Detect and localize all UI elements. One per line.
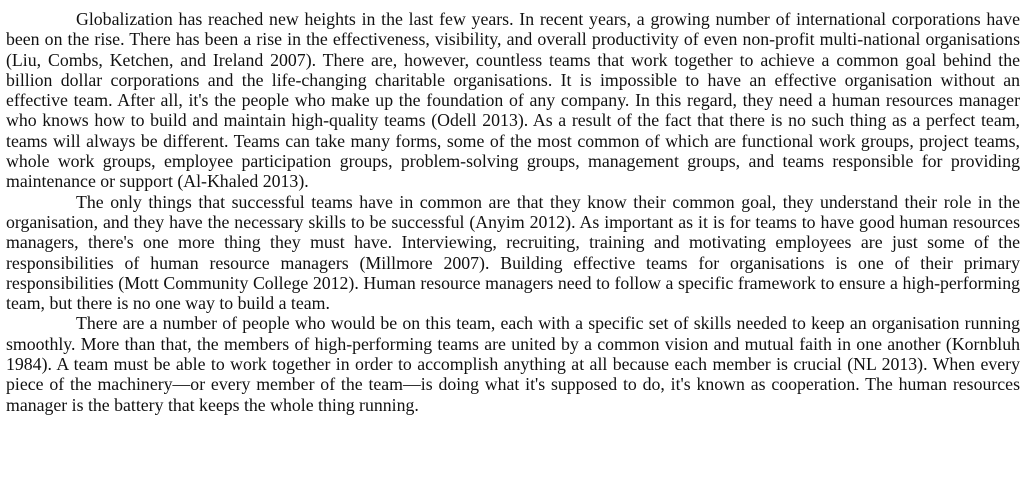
paragraph-team-members: There are a number of people who would be on this team, each with a specific set of skills needed to keep an organisation running smoothly. More than that, the members of high-performing teams are united by a common vision and mutual faith in one another (Kornbluh 1984). A team must be able to work together in order to accomplish anything at all because each member is crucial (NL 2013). When every piece of the machinery—or every member of the team—is doing what it's supposed to do, it's known as cooperation. The human resources manager is the battery that keeps the whole thing running. — [6, 313, 1020, 415]
paragraph-successful-teams: The only things that successful teams have in common are that they know their common goal, they understand their role in the organisation, and they have the necessary skills to be successful (Anyim 2012). As important as it is for teams to have good human resources managers, there's one more thing they must have. Interviewing, recruiting, training and motivating employees are just some of the responsibilities of human resource managers (Millmore 2007). Building effective teams for organisations is one of their primary responsibilities (Mott Community College 2012). Human resource managers need to follow a specific framework to ensure a high-performing team, but there is no one way to build a team. — [6, 191, 1020, 314]
paragraph-globalization: Globalization has reached new heights in the last few years. In recent years, a growing number of international corporations have been on the rise. There has been a rise in the effectiveness, visibility, and overall productivity of even non-profit multi-national organisations (Liu, Combs, Ketchen, and Ireland 2007). There are, however, countless teams that work together to achieve a common goal behind the billion dollar corporations and the life-changing charitable organisations. It is impossible to have an effective organisation without an effective team. After all, it's the people who make up the foundation of any company. In this regard, they need a human resources manager who knows how to build and maintain high-quality teams (Odell 2013). As a result of the fact that there is no such thing as a perfect team, teams will always be different. Teams can take many forms, some of the most common of which are functional work groups, project teams, whole work groups, employee participation groups, problem-solving groups, management groups, and teams responsible for providing maintenance or support (Al-Khaled 2013). — [6, 9, 1020, 192]
